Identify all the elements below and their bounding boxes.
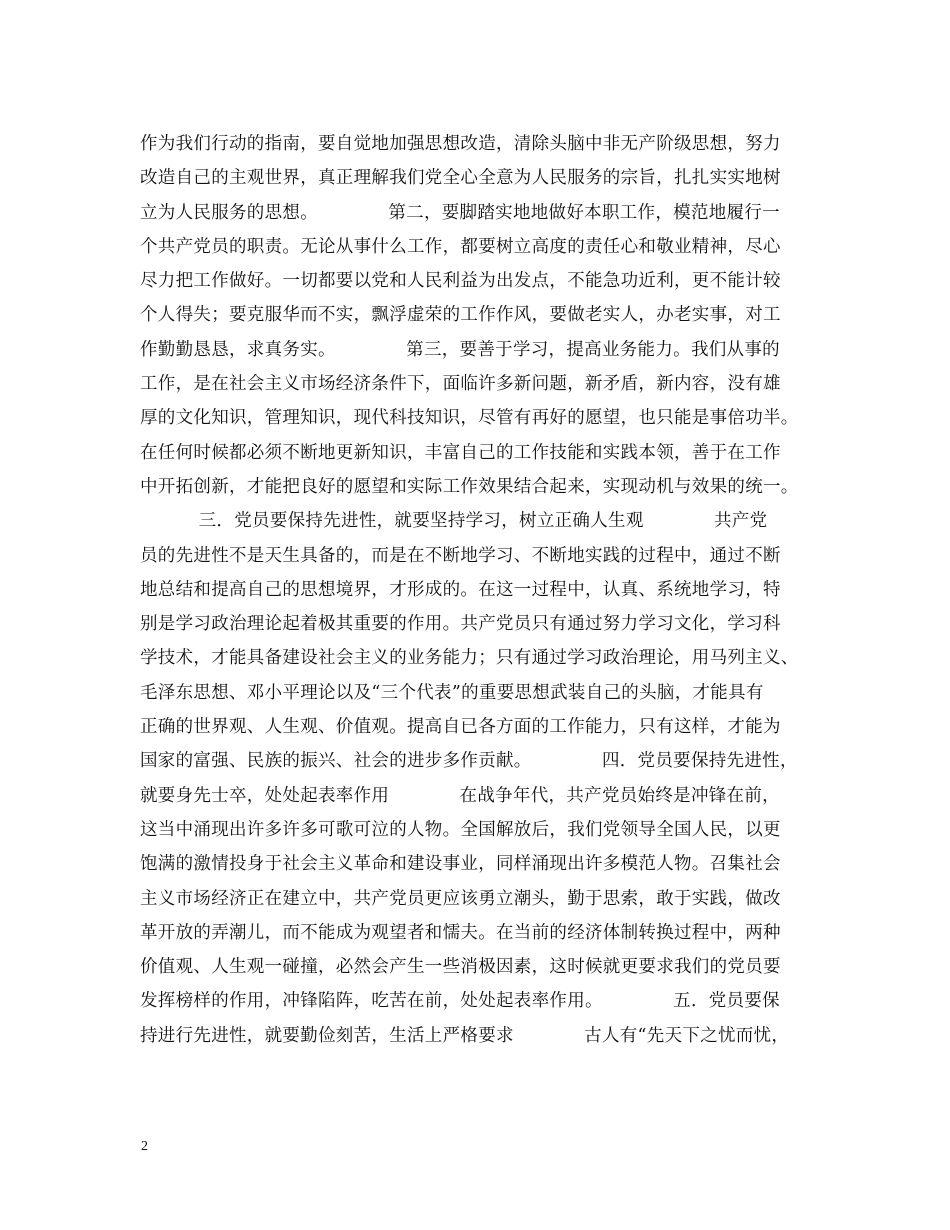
text-line: 发挥榜样的作用，冲锋陷阵，吃苦在前，处处起表率作用。 五．党员要保 <box>140 991 780 1012</box>
body-text <box>140 127 830 1053</box>
text-line: 个人得失；要克服华而不实，飘浮虚荣的工作作风，要做老实人，办老实事，对工 <box>140 305 781 326</box>
text-line: 员的先进性不是天生具备的，而是在不断地学习、不断地实践的过程中，通过不断 <box>140 545 781 566</box>
text-line: 主义市场经济正在建立中，共产党员更应该勇立潮头，勤于思索，敢于实践，做改 <box>140 888 781 909</box>
text-line: 工作，是在社会主义市场经济条件下，面临许多新问题，新矛盾，新内容，没有雄 <box>140 374 781 395</box>
text-line: 作为我们行动的指南，要自觉地加强思想改造，清除头脑中非无产阶级思想，努力 <box>140 134 781 154</box>
text-line: 尽力把工作做好。一切都要以党和人民利益为出发点，不能急功近利，更不能计较 <box>140 271 781 292</box>
text-line: 别是学习政治理论起着极其重要的作用。共产党员只有通过努力学习文化，学习科 <box>140 614 781 635</box>
text-line: 中开拓创新，才能把良好的愿望和实际工作效果结合起来，实现动机与效果的统一。 <box>140 476 799 497</box>
text-line: 革开放的弄潮儿，而不能成为观望者和懦夫。在当前的经济体制转换过程中，两种 <box>140 922 781 943</box>
text-line: 持进行先进性，就要勤俭刻苦，生活上严格要求 古人有“先天下之忧而忧， <box>140 1025 790 1046</box>
page-number: 2 <box>141 1139 148 1154</box>
text-line: 学技术，才能具备建设社会主义的业务能力；只有通过学习政治理论，用马列主义、 <box>140 648 799 669</box>
text-line: 改造自己的主观世界，真正理解我们党全心全意为人民服务的宗旨，扎扎实实地树 <box>140 168 781 189</box>
text-line: 立为人民服务的思想。 第二，要脚踏实地地做好本职工作，模范地履行一 <box>140 202 780 223</box>
text-line: 价值观、人生观一碰撞，必然会产生一些消极因素，这时候就更要求我们的党员要 <box>140 957 781 978</box>
section-heading-line: 三．党员要保持先进性，就要坚持学习，树立正确人生观 共产党 <box>140 511 768 532</box>
text-line: 个共产党员的职责。无论从事什么工作，都要树立高度的责任心和敬业精神，尽心 <box>140 236 781 257</box>
text-line: 这当中涌现出许多许多可歌可泣的人物。全国解放后，我们党领导全国人民，以更 <box>140 819 781 840</box>
text-line: 毛泽东思想、邓小平理论以及“三个代表”的重要思想武装自己的头脑，才能具有 <box>140 682 764 703</box>
text-line: 正确的世界观、人生观、价值观。提高自已各方面的工作能力，只有这样，才能为 <box>140 717 781 738</box>
text-line: 在任何时候都必须不断地更新知识，丰富自己的工作技能和实践本领，善于在工作 <box>140 442 781 463</box>
text-line: 国家的富强、民族的振兴、社会的进步多作贡献。 四．党员要保持先进性， <box>140 751 798 772</box>
text-line: 厚的文化知识，管理知识，现代科技知识，尽管有再好的愿望，也只能是事倍功半。 <box>140 408 799 429</box>
text-line: 地总结和提高自己的思想境界，才形成的。在这一过程中，认真、系统地学习，特 <box>140 579 781 600</box>
text-line: 就要身先士卒，处处起表率作用 在战争年代，共产党员始终是冲锋在前， <box>140 785 780 806</box>
text-line: 饱满的激情投身于社会主义革命和建设事业，同样涌现出许多模范人物。召集社会 <box>140 854 781 875</box>
text-line: 作勤勤恳恳，求真务实。 第三，要善于学习，提高业务能力。我们从事的 <box>140 339 780 360</box>
